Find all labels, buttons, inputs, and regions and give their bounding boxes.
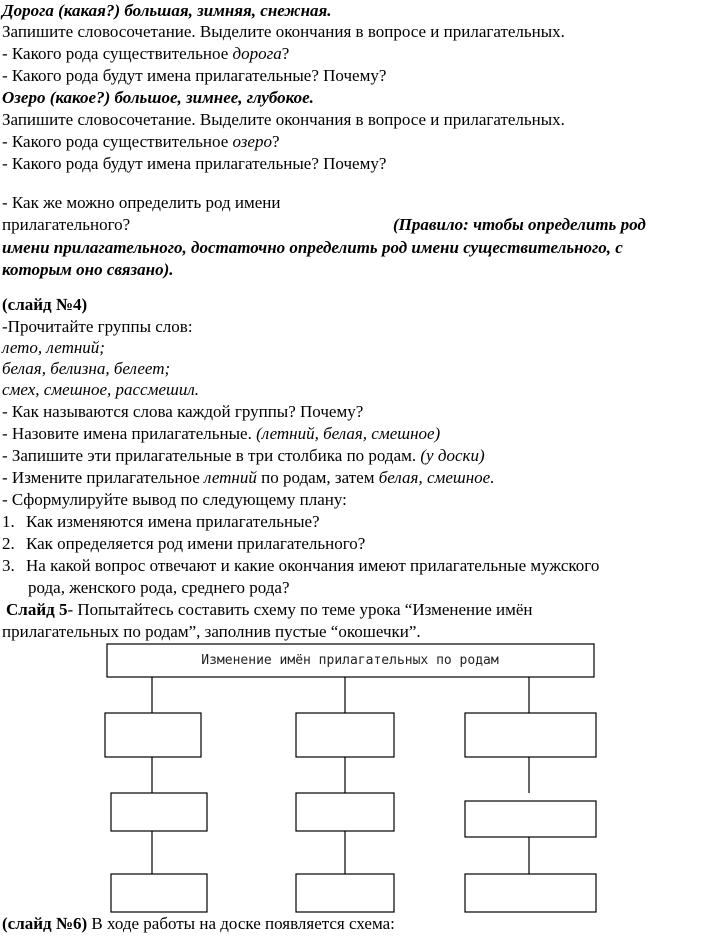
empty-box-masculine-1 xyxy=(105,713,201,757)
slide-4-instruction: -Прочитайте группы слов: xyxy=(2,317,193,336)
slide-6-text xyxy=(2,914,395,934)
heading-doroga: Дорога (какая?) большая, зимняя, снежная. xyxy=(2,1,332,20)
word-group-3: смех, смешное, рассмешил. xyxy=(2,380,199,399)
empty-box-feminine-3 xyxy=(296,874,394,912)
question-conclusion: - Сформулируйте вывод по следующему плану: xyxy=(2,490,347,509)
slide-5-instruction: - Попытайтесь составить схему по теме урока “Изменение имён xyxy=(67,600,533,619)
slide-6-instruction: В ходе работы на доске появляется схема: xyxy=(87,914,395,933)
question-text: - Запишите эти прилагательные в три столбика по родам. xyxy=(2,446,421,465)
empty-box-neuter-3 xyxy=(465,874,596,912)
word-letniy: летний xyxy=(204,468,257,487)
question-text: - Какого рода существительное xyxy=(2,132,233,151)
plan-text: На какой вопрос отвечают и какие окончания имеют прилагательные мужского xyxy=(26,556,600,575)
question-word-groups: - Как называются слова каждой группы? Почему? xyxy=(2,402,364,421)
word-group-2: белая, белизна, белеет; xyxy=(2,359,171,378)
slide-5-label: Слайд 5 xyxy=(6,600,68,619)
empty-box-feminine-1 xyxy=(296,713,394,757)
words-belaya-smeshnoe: белая, смешное. xyxy=(378,468,495,487)
noun-ozero: озеро xyxy=(232,132,272,151)
question-text: - Какого рода существительное xyxy=(2,44,233,63)
question-how-determine: - Как же можно определить род имени xyxy=(2,193,281,212)
word-group-1: лето, летний; xyxy=(2,338,105,357)
slide-4-label: (слайд №4) xyxy=(2,295,88,314)
slide-6-label: (слайд №6) xyxy=(2,914,88,933)
question-text: - Назовите имена прилагательные. xyxy=(2,424,257,443)
empty-box-neuter-1 xyxy=(465,713,596,757)
plan-number: 2. xyxy=(2,534,15,553)
question-mark: ? xyxy=(281,44,290,63)
question-how-determine-cont: прилагательного? xyxy=(2,215,131,234)
scheme-title: Изменение имён прилагательных по родам xyxy=(201,653,499,668)
noun-doroga: дорога xyxy=(232,44,282,63)
empty-box-masculine-3 xyxy=(111,874,207,912)
plan-item-continuation: рода, женского рода, среднего рода? xyxy=(28,578,290,597)
answer-note: (летний, белая, смешное) xyxy=(256,424,441,443)
plan-text: Как определяется род имени прилагательного? xyxy=(26,534,366,553)
plan-text: Как изменяются имена прилагательные? xyxy=(26,512,320,531)
question-mark: ? xyxy=(271,132,280,151)
heading-ozero: Озеро (какое?) большое, зимнее, глубокое. xyxy=(2,88,314,107)
question-adjectives-ozero: - Какого рода будут имена прилагательные? Почему? xyxy=(2,154,387,173)
question-text: - Измените прилагательное xyxy=(2,468,204,487)
answer-note: (у доски) xyxy=(420,446,485,465)
plan-number: 1. xyxy=(2,512,15,531)
plan-number: 3. xyxy=(2,556,15,575)
task-ozero: Запишите словосочетание. Выделите окончания в вопросе и прилагательных. xyxy=(2,110,565,129)
empty-box-feminine-2 xyxy=(296,793,394,831)
slide-5-instruction-cont: прилагательных по родам”, заполнив пустые “окошечки”. xyxy=(2,622,421,641)
rule-line-1: (Правило: чтобы определить род xyxy=(393,215,646,234)
empty-box-neuter-2 xyxy=(465,801,596,837)
question-adjectives-doroga: - Какого рода будут имена прилагательные? Почему? xyxy=(2,66,387,85)
rule-line-2: имени прилагательного, достаточно определить род имени существительного, с xyxy=(2,238,623,257)
question-text: по родам, затем xyxy=(256,468,379,487)
rule-line-3: которым оно связано). xyxy=(2,260,174,279)
task-doroga: Запишите словосочетание. Выделите окончания в вопросе и прилагательных. xyxy=(2,22,565,41)
empty-box-masculine-2 xyxy=(111,793,207,831)
